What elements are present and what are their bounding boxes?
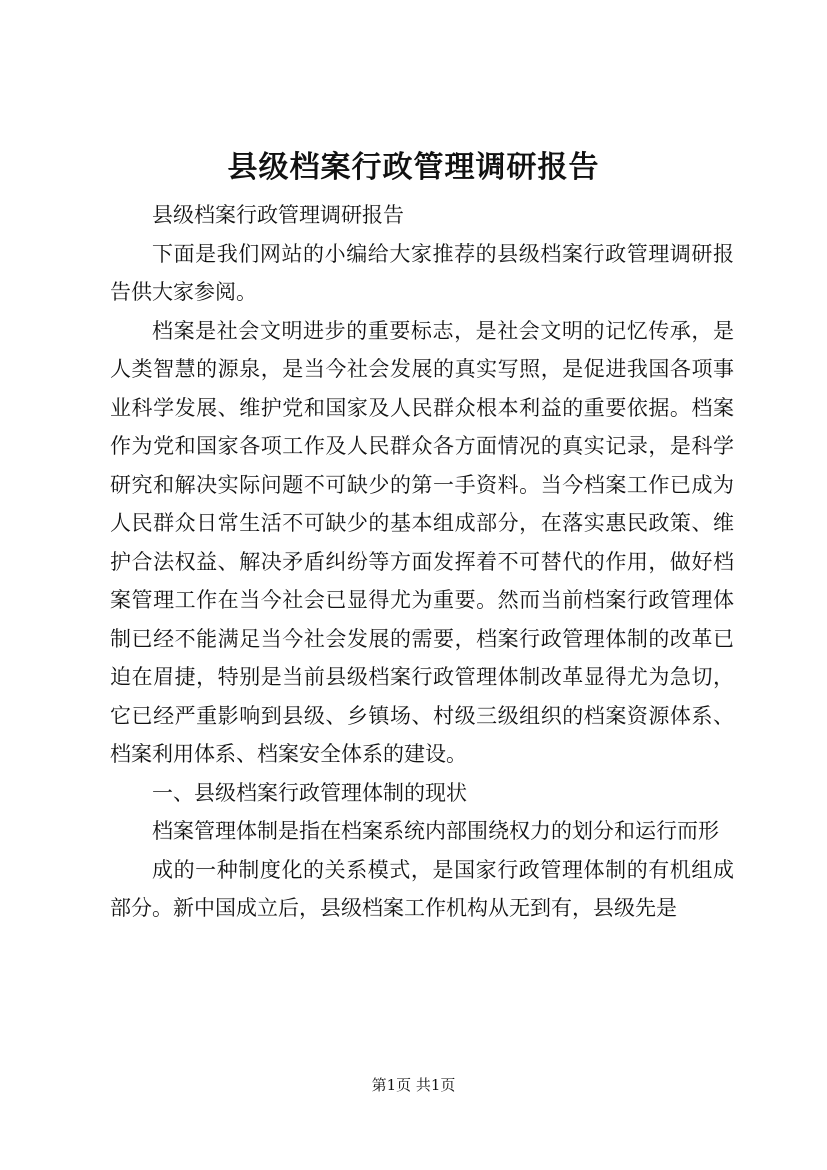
paragraph-section-continue: 成的一种制度化的关系模式，是国家行政管理体制的有机组成部分。新中国成立后，县级档案工作机构从无到有，县级先是 xyxy=(110,857,734,920)
section-heading: 一、县级档案行政管理体制的现状 xyxy=(152,780,467,805)
document-body xyxy=(110,196,734,928)
paragraph-main: 档案是社会文明进步的重要标志，是社会文明的记忆传承，是人类智慧的源泉，是当今社会发展的真实写照，是促进我国各项事业科学发展、维护党和国家及人民群众根本利益的重要依据。档案作为党和国家各项工作及人民群众各方面情况的真实记录，是科学研究和解决实际问题不可缺少的第一手资料。当今档案工作已成为人民群众日常生活不可缺少的基本组成部分，在落实惠民政策、维护合法权益、解决矛盾纠纷等方面发挥着不可替代的作用，做好档案管理工作在当今社会已显得尤为重要。然而当前档案行政管理体制已经不能满足当今社会发展的需要，档案行政管理体制的改革已迫在眉捷，特别是当前县级档案行政管理体制改革显得尤为急切，它已经严重影响到县级、乡镇场、村级三级组织的档案资源体系、档案利用体系、档案安全体系的建设。 xyxy=(110,318,734,766)
page-footer: 第1页 共1页 xyxy=(371,1076,456,1094)
paragraph-intro: 下面是我们网站的小编给大家推荐的县级档案行政管理调研报告供大家参阅。 xyxy=(110,241,734,304)
document-title: 县级档案行政管理调研报告 xyxy=(227,150,600,185)
paragraph-subtitle: 县级档案行政管理调研报告 xyxy=(152,203,404,227)
paragraph-section-start: 档案管理体制是指在档案系统内部围绕权力的划分和运行而形 xyxy=(152,819,719,843)
